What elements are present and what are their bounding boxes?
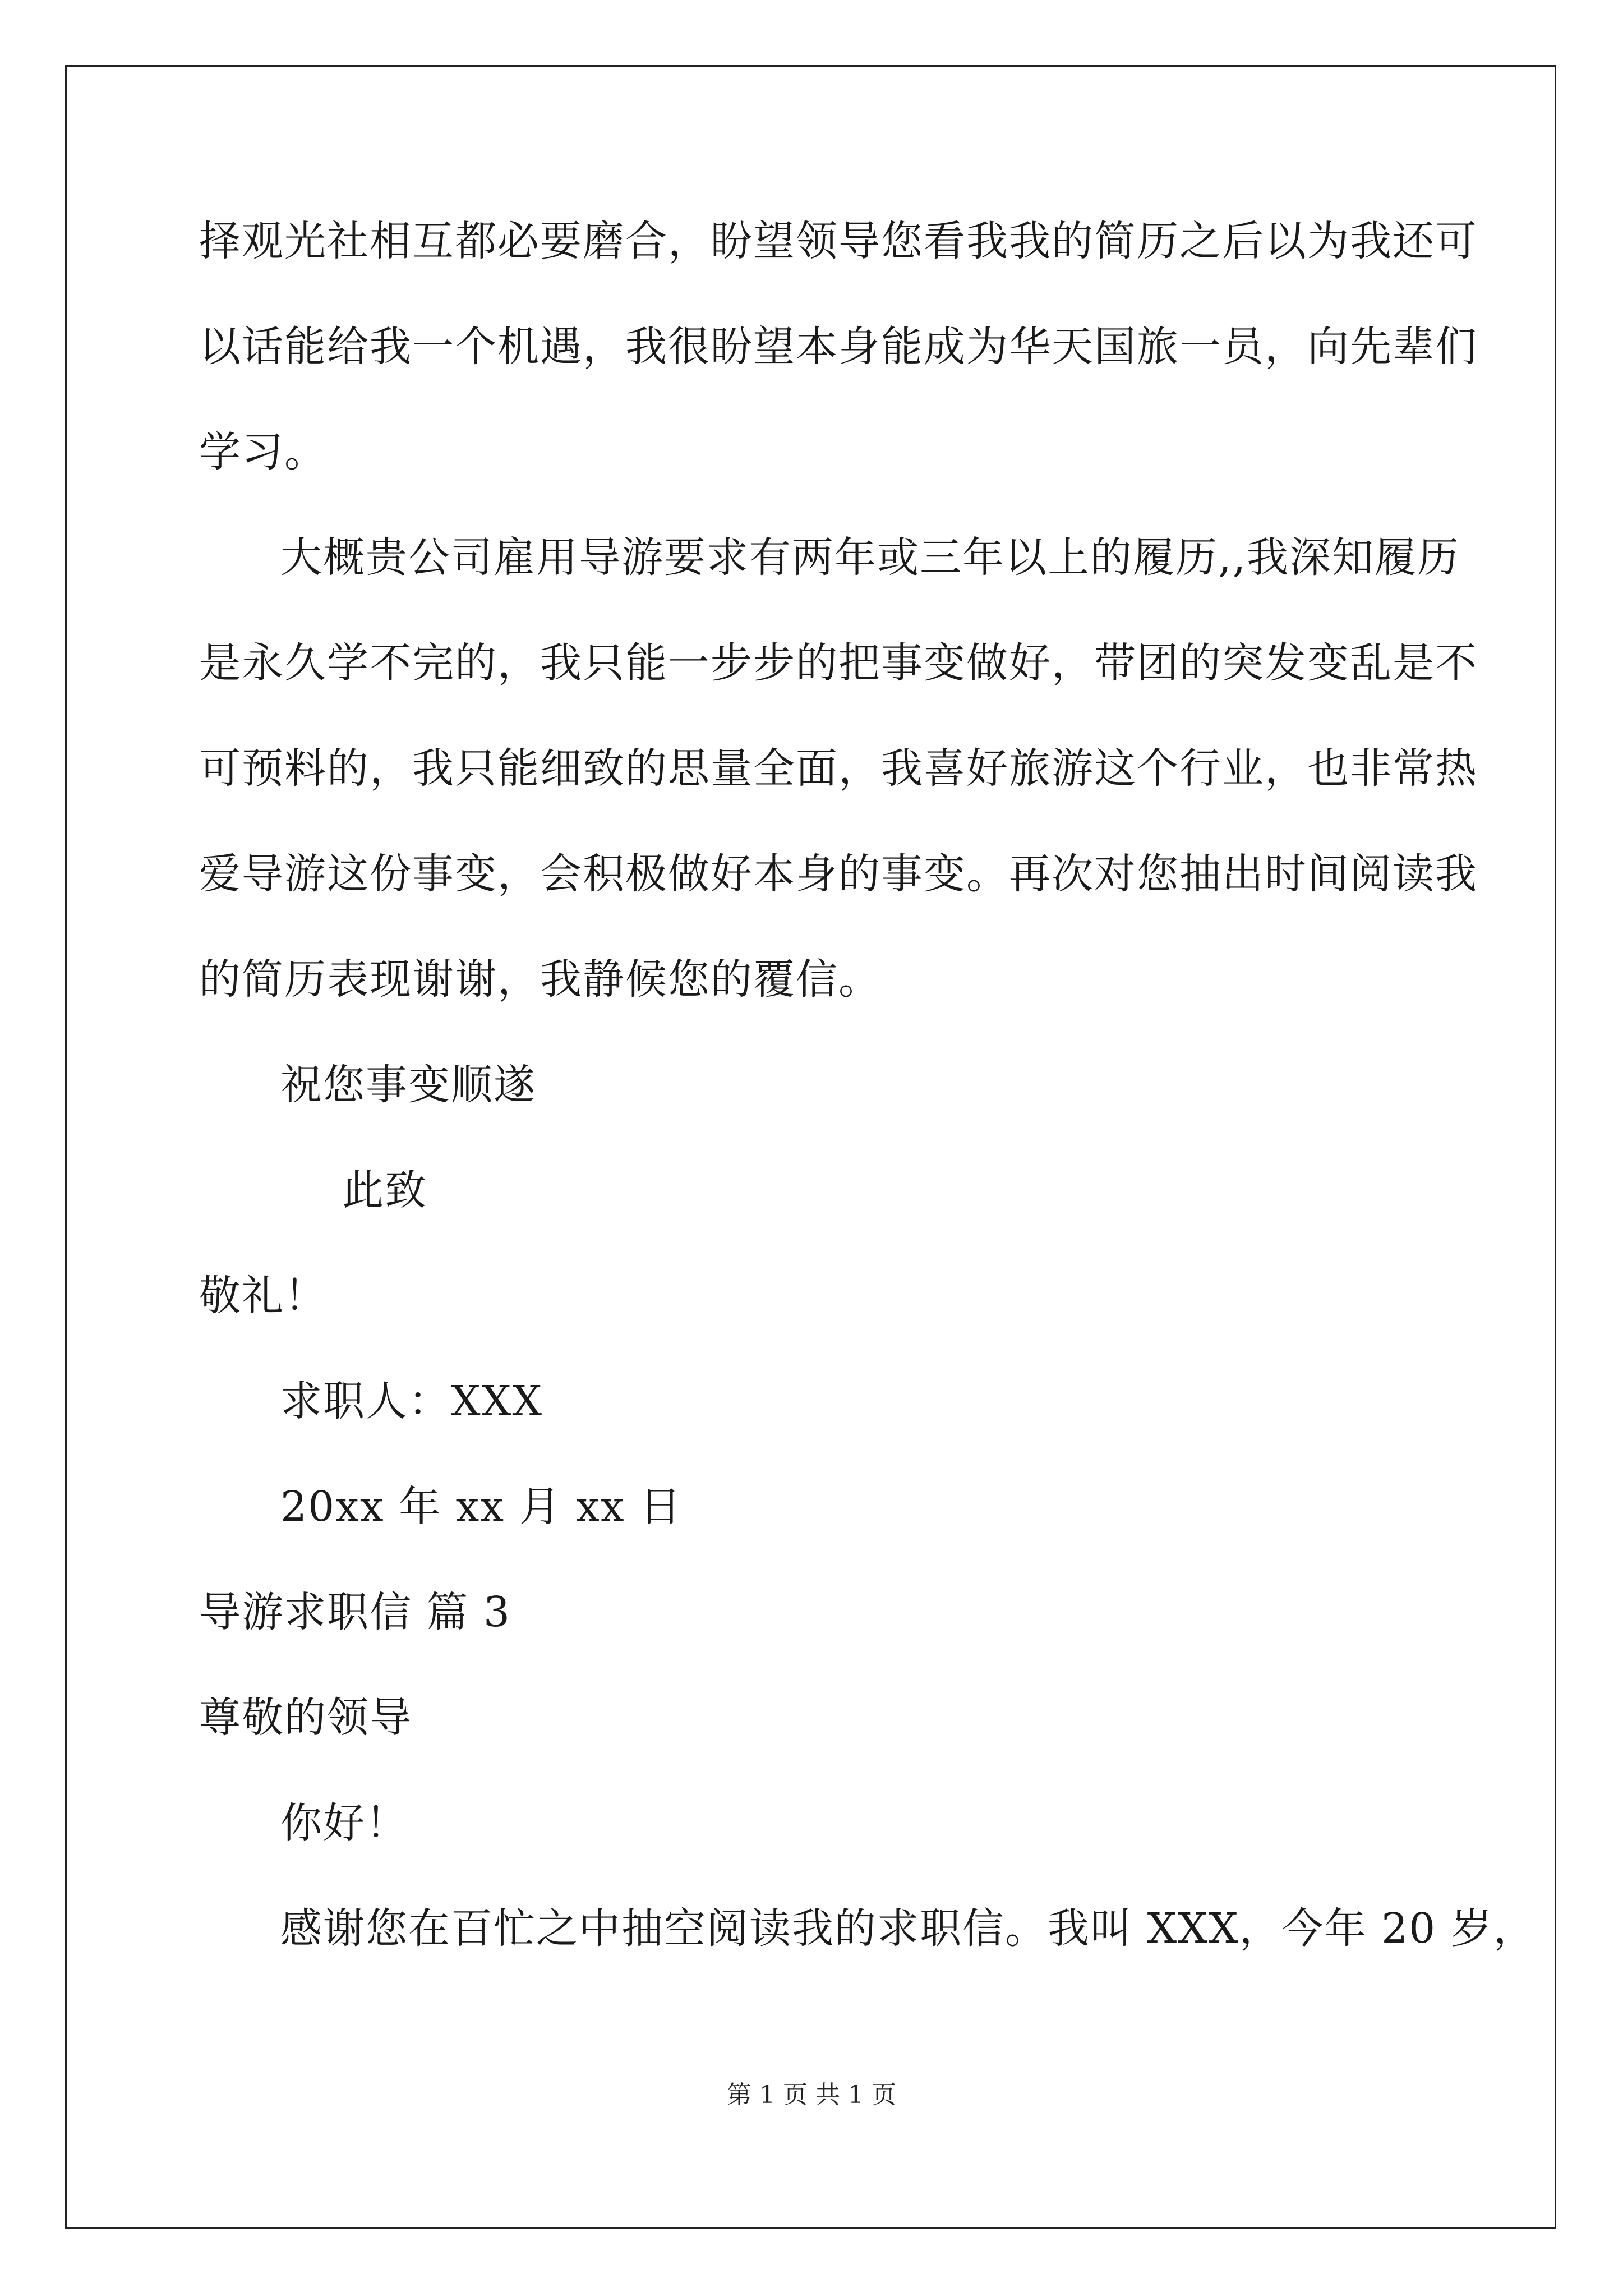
paragraph-line: 爱导游这份事变，会积极做好本身的事变。再次对您抽出时间阅读我 — [199, 850, 1478, 898]
closing-salutation: 此致 — [342, 1166, 427, 1214]
closing-regards: 敬礼！ — [199, 1272, 327, 1320]
letter-greeting: 你好！ — [280, 1799, 408, 1847]
paragraph-line: 大概贵公司雇用导游要求有两年或三年以上的履历,,我深知履历 — [280, 533, 1460, 582]
paragraph-line: 的简历表现谢谢，我静候您的覆信。 — [199, 955, 881, 1004]
closing-wish: 祝您事变顺遂 — [280, 1061, 536, 1109]
paragraph-line: 学习。 — [199, 428, 327, 476]
page-footer: 第 1 页 共 1 页 — [727, 2081, 896, 2109]
applicant-name: 求职人：XXX — [280, 1377, 543, 1425]
section-heading: 导游求职信 篇 3 — [199, 1588, 511, 1636]
paragraph-line: 择观光社相互都必要磨合，盼望领导您看我我的简历之后以为我还可 — [199, 217, 1478, 265]
paragraph-line: 可预料的，我只能细致的思量全面，我喜好旅游这个行业，也非常热 — [199, 744, 1478, 793]
paragraph-line: 是永久学不完的，我只能一步步的把事变做好，带团的突发变乱是不 — [199, 639, 1478, 687]
letter-recipient: 尊敬的领导 — [199, 1694, 412, 1742]
paragraph-line: 感谢您在百忙之中抽空阅读我的求职信。我叫 XXX，今年 20 岁， — [280, 1904, 1536, 1953]
paragraph-line: 以话能给我一个机遇，我很盼望本身能成为华天国旅一员，向先辈们 — [199, 323, 1478, 371]
letter-date: 20xx 年 xx 月 xx 日 — [280, 1483, 683, 1531]
